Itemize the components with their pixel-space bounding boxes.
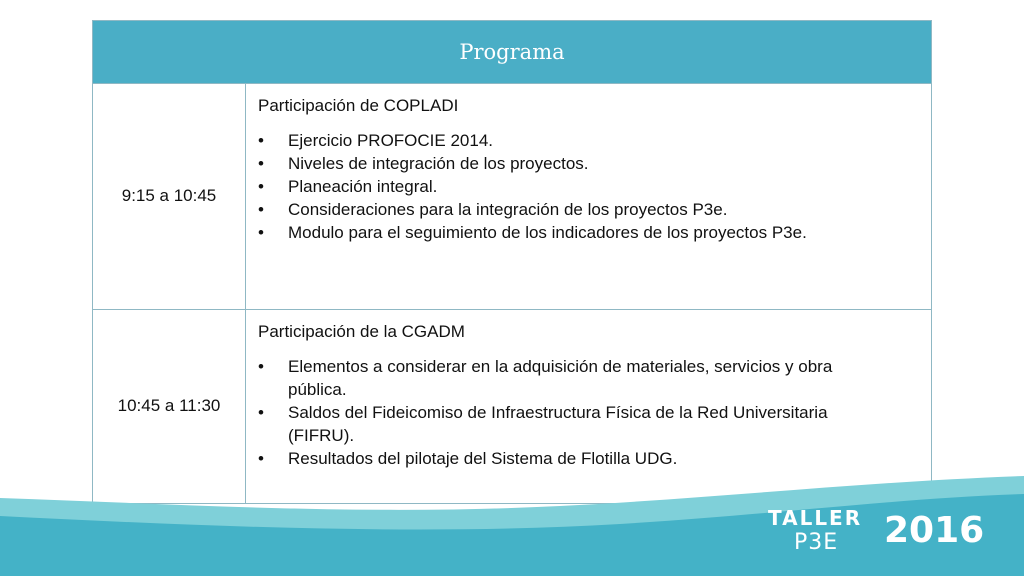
table-header-title: Programa <box>459 40 565 64</box>
footer-wave-decoration <box>0 476 1024 576</box>
time-cell: 9:15 a 10:45 <box>93 83 246 309</box>
session-title: Participación de la CGADM <box>258 322 465 341</box>
session-title: Participación de COPLADI <box>258 96 459 115</box>
brand-logo <box>768 506 862 556</box>
brand-taller: TALLER <box>768 506 863 530</box>
list-item: • Saldos del Fideicomiso de Infraestructura Física de la Red Universitaria (FIFRU). <box>258 401 891 447</box>
list-item: • Planeación integral. <box>258 175 891 198</box>
content-cell <box>258 320 891 470</box>
table-header <box>93 21 931 84</box>
session-items <box>258 355 891 470</box>
list-item: • Resultados del pilotaje del Sistema de Flotilla UDG. <box>258 447 891 470</box>
table-row <box>93 309 931 503</box>
session-items <box>258 129 891 244</box>
list-item: • Elementos a considerar en la adquisición de materiales, servicios y obra pública. <box>258 355 891 401</box>
table-row <box>93 83 931 310</box>
list-item: • Niveles de integración de los proyectos. <box>258 152 891 175</box>
program-table <box>92 20 932 504</box>
brand-year: 2016 <box>884 510 985 551</box>
list-item: • Consideraciones para la integración de los proyectos P3e. <box>258 198 891 221</box>
time-cell: 10:45 a 11:30 <box>93 309 246 503</box>
list-item: • Ejercicio PROFOCIE 2014. <box>258 129 891 152</box>
brand-p3e: P3E <box>794 530 839 555</box>
list-item: • Modulo para el seguimiento de los indicadores de los proyectos P3e. <box>258 221 891 244</box>
content-cell <box>258 94 891 244</box>
